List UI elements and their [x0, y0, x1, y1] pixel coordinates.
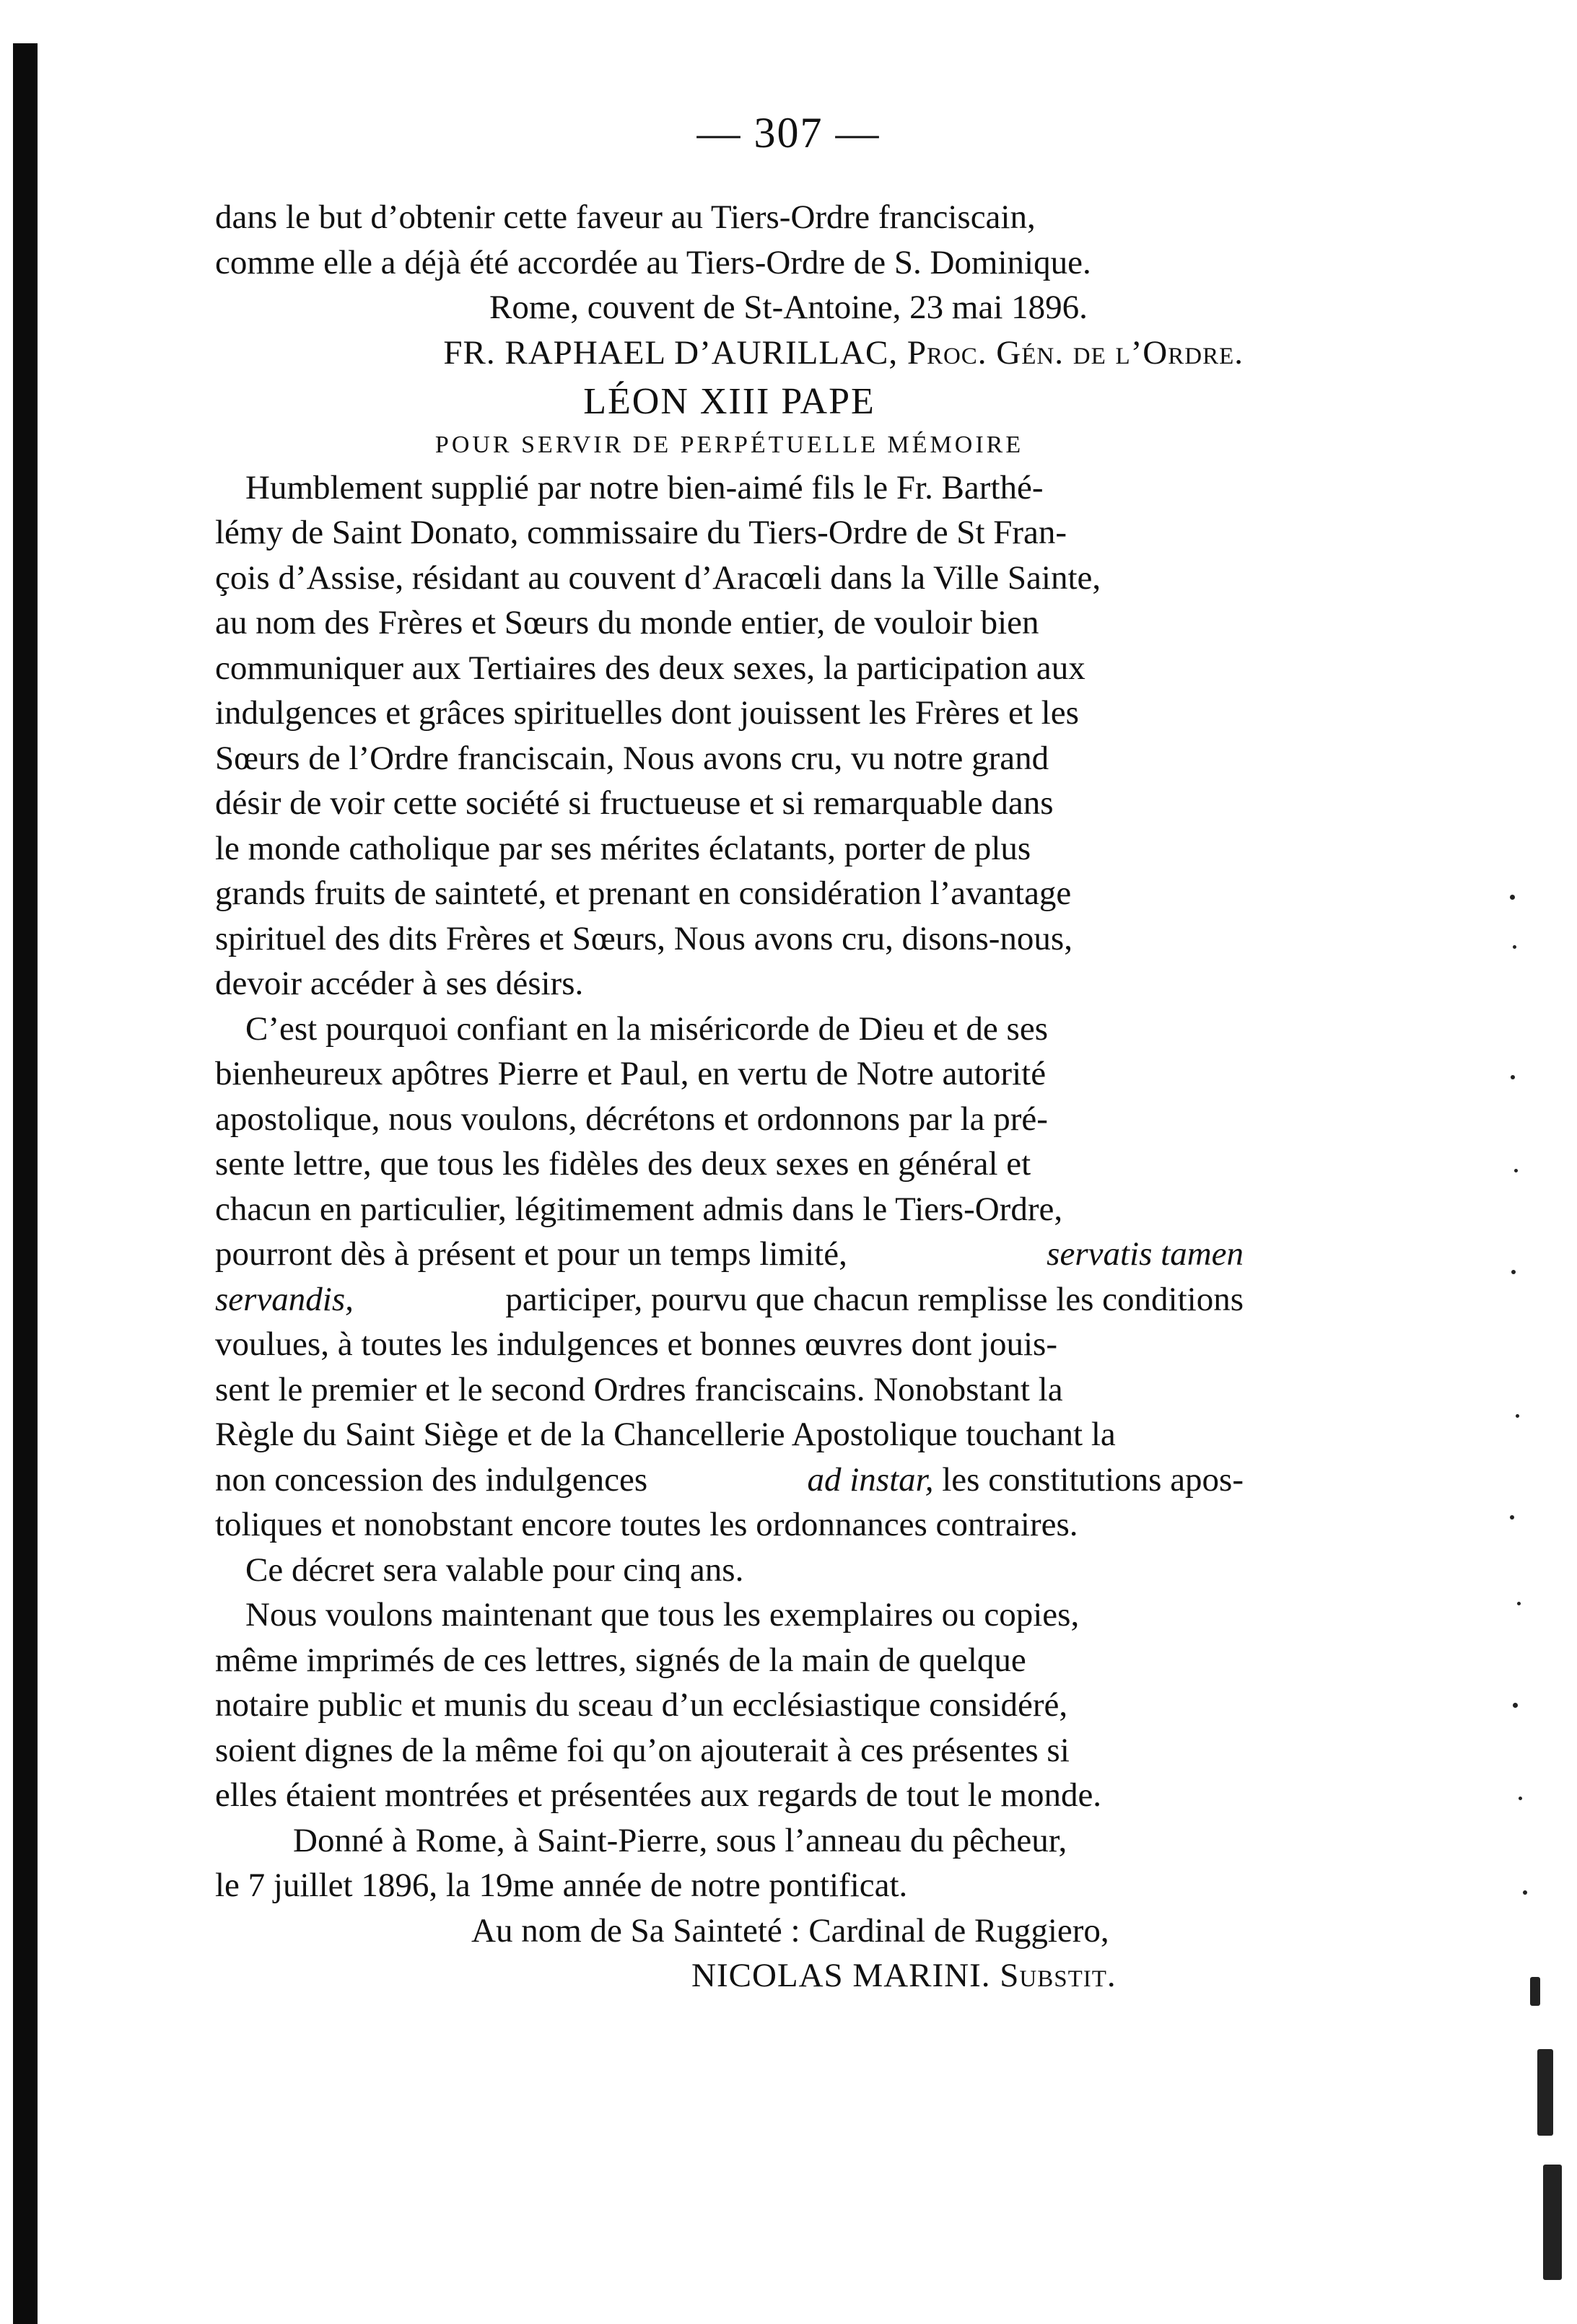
text-line: devoir accéder à ses désirs.: [215, 965, 584, 1002]
text-line: désir de voir cette société si fructueuse et si remarquable dans: [215, 784, 1054, 822]
brief-subheading: POUR SERVIR DE PERPÉTUELLE MÉMOIRE: [434, 431, 1024, 458]
latin-phrase: servandis,: [215, 1280, 354, 1318]
text-line: elles étaient montrées et présentées aux regards de tout le monde.: [215, 1776, 1102, 1814]
document-body: [215, 195, 1244, 1999]
text-line: pourront dès à présent et pour un temps limité, servatis tamen: [215, 1232, 1244, 1277]
text-line: Règle du Saint Siège et de la Chancellerie Apostolique touchant la: [215, 1416, 1116, 1453]
paragraph-copies: [215, 1592, 1244, 1818]
text-line: grands fruits de sainteté, et prenant en considération l’avantage: [215, 874, 1072, 912]
text-line: voulues, à toutes les indulgences et bonnes œuvres dont jouis-: [215, 1325, 1057, 1363]
text-line: toliques et nonobstant encore toutes les ordonnances contraires.: [215, 1506, 1078, 1543]
text-line: Donné à Rome, à Saint-Pierre, sous l’anneau du pêcheur,: [293, 1821, 1067, 1859]
text-line: apostolique, nous voulons, décrétons et ordonnons par la pré-: [215, 1100, 1048, 1138]
text-line: soient dignes de la même foi qu’on ajouterait à ces présentes si: [215, 1731, 1070, 1769]
text-line: au nom des Frères et Sœurs du monde entier, de vouloir bien: [215, 604, 1039, 641]
text-line: servandis, participer, pourvu que chacun remplisse les conditions: [215, 1277, 1244, 1323]
latin-phrase: ad instar,: [807, 1460, 934, 1499]
brief-heading: LÉON XIII PAPE: [583, 381, 875, 422]
paragraph-validity: Ce décret sera valable pour cinq ans.: [245, 1551, 744, 1589]
text-line: bienheureux apôtres Pierre et Paul, en vertu de Notre autorité: [215, 1055, 1047, 1092]
text-line: même imprimés de ces lettres, signés de la main de quelque: [215, 1641, 1026, 1679]
cardinal-signature: Au nom de Sa Sainteté : Cardinal de Ruggiero,: [471, 1911, 1109, 1950]
dateline: Rome, couvent de St-Antoine, 23 mai 1896.: [489, 289, 1088, 326]
text-line: Sœurs de l’Ordre franciscain, Nous avons cru, vu notre grand: [215, 739, 1049, 777]
text-line: sente lettre, que tous les fidèles des deux sexes en général et: [215, 1145, 1031, 1183]
text-line: chacun en particulier, légitimement admis dans le Tiers-Ordre,: [215, 1190, 1063, 1228]
text-line: C’est pourquoi confiant en la miséricorde de Dieu et de ses: [245, 1009, 1048, 1048]
paragraph-given: [215, 1818, 1244, 1908]
text-line: sent le premier et le second Ordres franciscains. Nonobstant la: [215, 1370, 1063, 1408]
text-line: spirituel des dits Frères et Sœurs, Nous avons cru, disons-nous,: [215, 919, 1073, 957]
text-line: Nous voulons maintenant que tous les exemplaires ou copies,: [245, 1596, 1080, 1634]
text-line: le 7 juillet 1896, la 19me année de notre pontificat.: [215, 1867, 908, 1904]
scan-page-edge-noise: [1508, 866, 1566, 2309]
page-number: — 307 —: [696, 109, 881, 157]
scan-binding-edge: [13, 43, 38, 2324]
paragraph-decree: [215, 1007, 1244, 1548]
procurator-signature: FR. RAPHAEL D’AURILLAC, Proc. Gén. de l’Ordre.: [443, 333, 1244, 372]
text-line: le monde catholique par ses mérites éclatants, porter de plus: [215, 829, 1031, 867]
text-line: lémy de Saint Donato, commissaire du Tiers-Ordre de St Fran-: [215, 514, 1067, 551]
intro-line: dans le but d’obtenir cette faveur au Tiers-Ordre franciscain,: [215, 198, 1036, 236]
substitute-signature: NICOLAS MARINI. Substit.: [691, 1957, 1117, 1994]
text-line: notaire public et munis du sceau d’un ecclésiastique considéré,: [215, 1686, 1068, 1724]
text-line: non concession des indulgences ad instar, les constitutions apos-: [215, 1460, 1244, 1499]
paragraph-petition: [215, 465, 1244, 1007]
latin-phrase: servatis tamen: [1047, 1235, 1244, 1273]
text-line: Humblement supplié par notre bien-aimé fils le Fr. Barthé-: [245, 468, 1044, 507]
text-line: indulgences et grâces spirituelles dont jouissent les Frères et les: [215, 694, 1079, 732]
text-line: communiquer aux Tertiaires des deux sexes, la participation aux: [215, 649, 1085, 687]
text-line: çois d’Assise, résidant au couvent d’Aracœli dans la Ville Sainte,: [215, 558, 1101, 597]
intro-line: comme elle a déjà été accordée au Tiers-Ordre de S. Dominique.: [215, 243, 1091, 281]
